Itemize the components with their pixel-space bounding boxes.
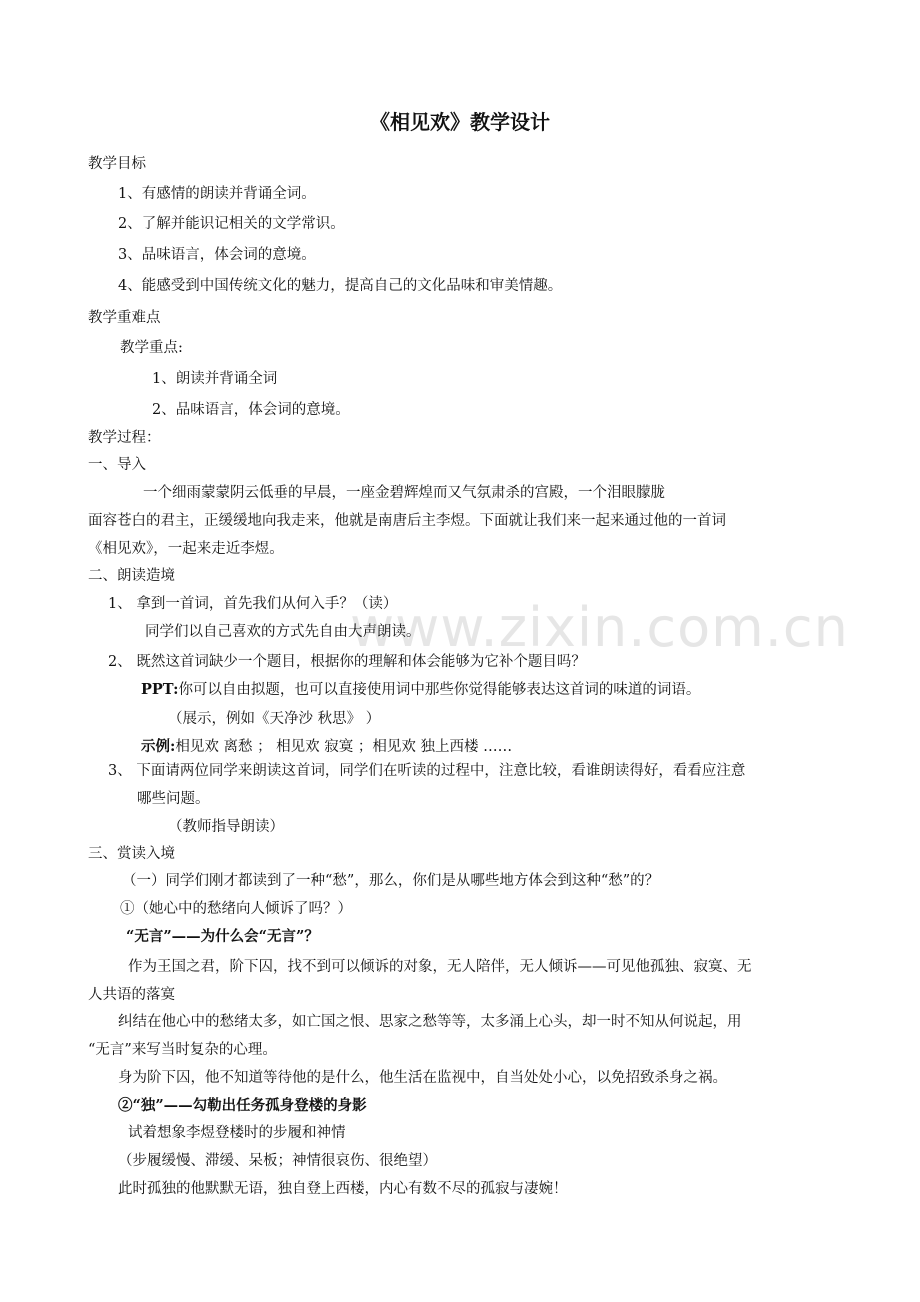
imagine-line: 试着想象李煜登楼时的步履和神情 xyxy=(128,1125,346,1141)
reading-item-2: 2、 既然这首词缺少一个题目，根据你的理解和体会能够为它补个题目吗？ xyxy=(108,654,586,670)
example-line xyxy=(141,738,512,756)
appreciation-heading: 三、赏读入境 xyxy=(88,846,175,862)
intro-heading: 一、导入 xyxy=(88,457,146,473)
objective-item: 4、能感受到中国传统文化的魅力，提高自己的文化品味和审美情趣。 xyxy=(118,278,563,294)
reading-item-1-note: 同学们以自己喜欢的方式先自由大声朗读。 xyxy=(145,624,421,640)
example-label: 示例: xyxy=(141,738,176,755)
paragraph-line: 纠结在他心中的愁绪太多，如亡国之恨、思家之愁等等，太多涌上心头，却一时不知从何说起，用 xyxy=(118,1014,742,1030)
paragraph-line: “无言”来写当时复杂的心理。 xyxy=(88,1042,277,1058)
intro-line: 面容苍白的君主，正缓缓地向我走来，他就是南唐后主李煜。下面就让我们来一起来通过他的一首词 xyxy=(88,513,726,529)
reading-heading: 二、朗读造境 xyxy=(88,568,175,584)
paragraph-line: 作为王国之君，阶下囚，找不到可以倾诉的对象，无人陪伴，无人倾诉——可见他孤独、寂寞、无 xyxy=(128,959,752,975)
imagine-note: （步履缓慢、滞缓、呆板；神情很哀伤、很绝望） xyxy=(118,1153,437,1169)
intro-line: 《相见欢》，一起来走近李煜。 xyxy=(88,541,284,557)
key-point-item: 2、品味语言，体会词的意境。 xyxy=(152,402,350,418)
objective-item: 3、品味语言，体会词的意境。 xyxy=(118,247,316,263)
conclusion-line: 此时孤独的他默默无语，独自登上西楼，内心有数不尽的孤寂与凄婉！ xyxy=(118,1181,568,1197)
wuyan-heading: “无言”——为什么会“无言”？ xyxy=(126,928,319,945)
reading-item-3-cont: 哪些问题。 xyxy=(137,791,210,807)
ppt-text: 你可以自由拟题，也可以直接使用词中那些你觉得能够表达这首词的味道的词语。 xyxy=(178,682,701,698)
key-points-heading: 教学重难点 xyxy=(88,310,161,326)
paragraph-line: 人共语的落寞 xyxy=(88,987,175,1003)
process-heading: 教学过程： xyxy=(88,430,161,446)
reading-item-1: 1、 拿到一首词，首先我们从何入手？（读） xyxy=(108,596,398,612)
document-title: 《相见欢》教学设计 xyxy=(370,110,550,134)
watermark: www.zixin.com.cn xyxy=(350,596,849,659)
paragraph-line: 身为阶下囚，他不知道等待他的是什么，他生活在监视中，自当处处小心，以免招致杀身之祸。 xyxy=(118,1070,727,1086)
intro-line: 一个细雨蒙蒙阴云低垂的早晨，一座金碧辉煌而又气氛肃杀的宫殿，一个泪眼朦胧 xyxy=(143,485,665,501)
key-point-item: 1、朗读并背诵全词 xyxy=(152,371,278,387)
example-text: 相见欢 离愁 ； 相见欢 寂寞 ；相见欢 独上西楼 …… xyxy=(175,739,513,755)
ppt-label: PPT: xyxy=(141,681,179,698)
teacher-note: （教师指导朗读） xyxy=(168,819,284,835)
objectives-heading: 教学目标 xyxy=(88,156,146,172)
question-1: （一）同学们刚才都读到了一种“愁”，那么，你们是从哪些地方体会到这种“愁”的？ xyxy=(122,873,660,889)
sub-question-1: ①（她心中的愁绪向人倾诉了吗？） xyxy=(120,901,352,917)
du-heading: ②“独”——勾勒出任务孤身登楼的身影 xyxy=(118,1097,367,1114)
objective-item: 1、有感情的朗读并背诵全词。 xyxy=(118,186,316,202)
show-note: （展示，例如《天净沙 秋思》 ） xyxy=(168,711,381,727)
ppt-line xyxy=(141,681,700,699)
reading-item-3: 3、 下面请两位同学来朗读这首词，同学们在听读的过程中，注意比较，看谁朗读得好，看看应注意 xyxy=(108,763,746,779)
objective-item: 2、了解并能识记相关的文学常识。 xyxy=(118,216,345,232)
key-points-subheading: 教学重点: xyxy=(120,340,183,356)
